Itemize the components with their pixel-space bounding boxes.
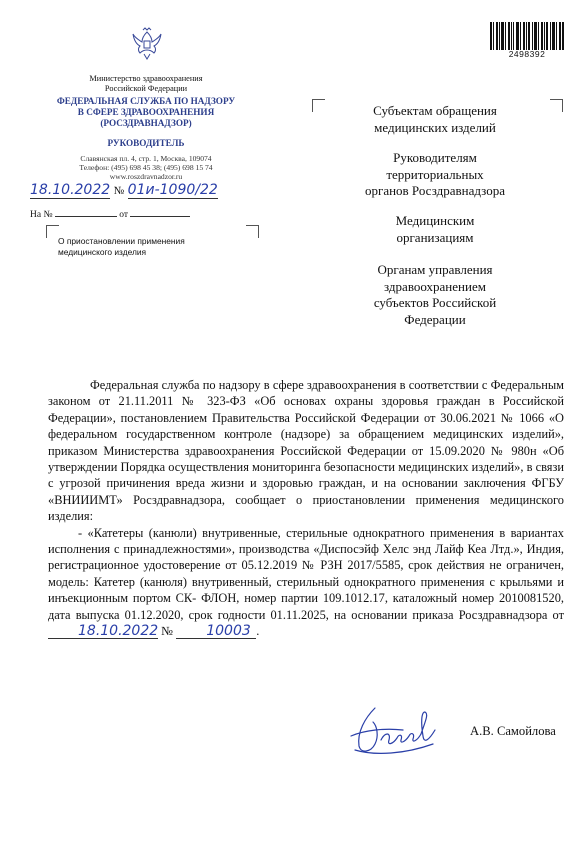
letter-body: [48, 377, 564, 640]
ministry-line-2: Российской Федерации: [104, 84, 188, 93]
subject-line-1: О приостановлении применения: [58, 236, 185, 246]
recipient-3: [330, 213, 540, 246]
reference-line: [30, 207, 270, 220]
body-ending: .: [256, 624, 260, 639]
reference-number-blank: [55, 207, 117, 217]
service-line-1: ФЕДЕРАЛЬНАЯ СЛУЖБА ПО НАДЗОРУ: [56, 96, 236, 106]
body-paragraph-1: Федеральная служба по надзору в сфере здравоохранения в соответствии с Федеральным законом от 21.11.2011 № 323-ФЗ «Об основах охраны здоровья граждан в Российской Федерации», постановлением Правительства Российской Федерации от 30.06.2021 № 1066 «О федеральном государственном контроле (надзоре) за обращением медицинских изделий», приказом Министерства здравоохранения Российской Федерации от 15.09.2020 № 980н «Об утверждении Порядка осуществления мониторинга безопасности медицинских изделий», в связи с угрозой причинения вреда жизни и здоровью граждан, и на основании заключения ФГБУ «ВНИИИМТ» Росздравнадзора, сообщает о приостановлении применения медицинского изделия:: [48, 378, 564, 524]
body-paragraph-2: [48, 525, 564, 640]
recipient-2-line-3: органов Росздравнадзора: [364, 183, 506, 198]
recipient-corner-left: [312, 99, 325, 112]
recipient-4-line-4: Федерации: [404, 311, 466, 327]
coat-of-arms-emblem: [130, 26, 164, 62]
recipient-4-line-1: Органам управления: [377, 262, 493, 277]
address-block: [30, 154, 262, 181]
recipient-2-line-1: Руководителям: [393, 150, 477, 165]
recipient-1: [330, 103, 540, 136]
order-date: 18.10.2022: [48, 625, 158, 639]
number-sign: №: [113, 185, 125, 197]
address-line-2: Телефон: (495) 698 45 38; (495) 698 15 74: [79, 163, 213, 172]
recipient-1-line-1: Субъектам обращения: [373, 103, 497, 118]
outgoing-date-number: [30, 182, 275, 199]
ministry-line-1: Министерство здравоохранения: [89, 74, 203, 83]
signer-name: А.В. Самойлова: [470, 724, 556, 738]
head-title: РУКОВОДИТЕЛЬ: [107, 138, 185, 148]
barcode: [490, 22, 564, 50]
recipient-2: [330, 150, 540, 200]
recipient-2-line-2: территориальных: [386, 166, 484, 182]
recipient-4: [330, 262, 540, 328]
outgoing-number: 01и-1090/22: [127, 182, 218, 198]
recipient-4-line-2: здравоохранением: [384, 278, 486, 294]
handwritten-signature: [345, 700, 445, 760]
website: www.roszdravnadzor.ru: [109, 172, 183, 181]
service-line-2: В СФЕРЕ ЗДРАВООХРАНЕНИЯ: [77, 107, 215, 117]
service-name: [30, 96, 262, 129]
barcode-number: 2498392: [508, 49, 546, 59]
ministry-name: [30, 74, 262, 94]
recipient-corner-right: [550, 99, 563, 112]
order-number-sign: №: [161, 624, 174, 639]
address-line-1: Славянская пл. 4, стр. 1, Москва, 109074: [80, 154, 212, 163]
recipient-1-line-2: медицинских изделий: [374, 119, 496, 135]
subject-line-2: медицинского изделия: [58, 247, 147, 257]
recipient-3-line-1: Медицинским: [395, 213, 475, 228]
order-number: 10003: [176, 625, 256, 639]
recipient-3-line-2: организациям: [396, 229, 474, 245]
service-line-3: (РОСЗДРАВНАДЗОР): [100, 118, 192, 128]
na-label: На №: [30, 210, 53, 220]
ot-label: от: [119, 210, 129, 220]
outgoing-date: 18.10.2022: [30, 182, 111, 198]
recipient-4-line-3: субъектов Российской: [373, 295, 497, 310]
subject-line: [58, 236, 248, 258]
device-description: - «Катетеры (канюли) внутривенные, стерильные однократного применения в вариантах исполнения с принадлежностями», производства «Диспосэйф Хелс энд Лайф Кеа Лтд.», Индия, регистрационное удостоверение от 05.12.2019 № РЗН 2017/5585, срок действия не ограничен, модель: Катетер (канюля) внутривенный, стерильный однократного применения с крыльями и инъекционным портом СК- ФЛОН, номер партии 109.1012.17, каталожный номер 2010081520, дата выпуска 01.12.2020, срок годности 01.11.2025, на основании приказа Росздравнадзора от: [48, 525, 564, 622]
reference-date-blank: [130, 207, 190, 217]
